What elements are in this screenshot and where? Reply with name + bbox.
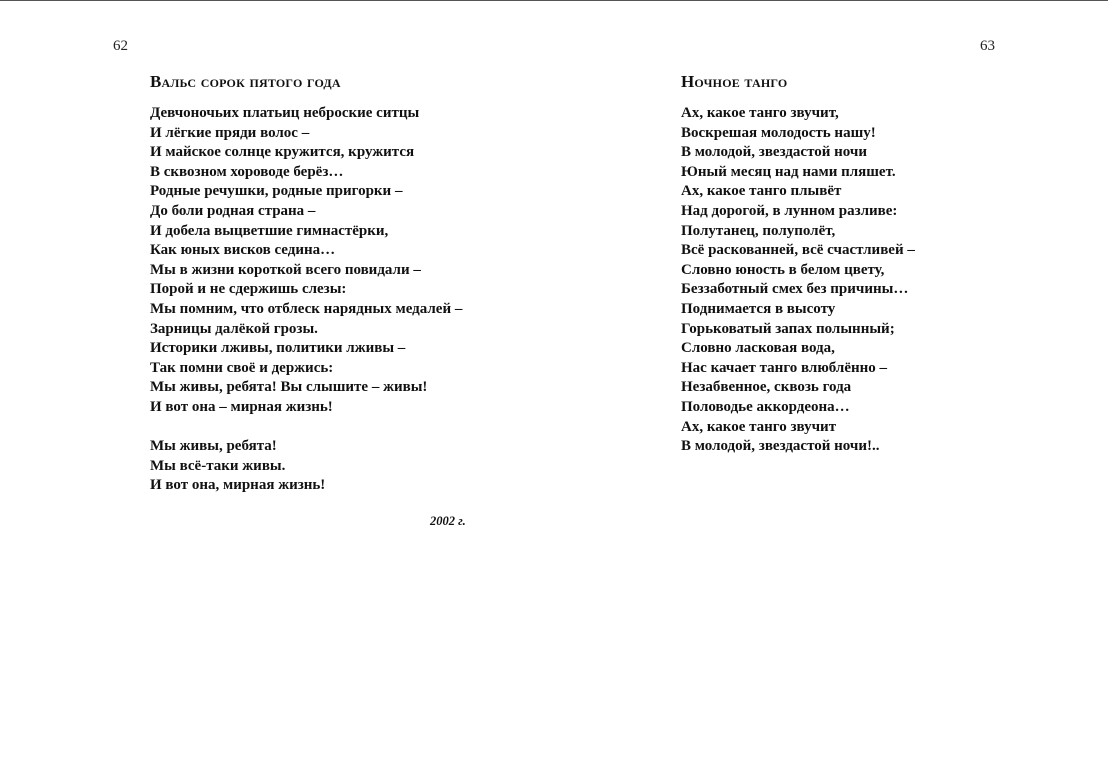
stanza [681,104,1041,457]
poem-line: Всё раскованней, всё счастливей – [681,242,915,259]
poem-title-tango: Ночное танго [681,72,788,91]
poem-line: Порой и не сдержишь слезы: [150,281,347,298]
poem-line: Юный месяц над нами пляшет. [681,163,896,180]
poem-date: 2002 г. [430,514,466,528]
poem-line: И майское солнце кружится, кружится [150,144,415,161]
poem-line: Словно ласковая вода, [681,340,835,357]
poem-line: Воскрешая молодость нашу! [681,124,876,141]
poem-line: Родные речушки, родные пригорки – [150,183,403,200]
poem-line: И вот она, мирная жизнь! [150,477,326,494]
poem-line: Ах, какое танго звучит, [681,105,839,121]
page-number-right: 63 [980,38,995,54]
poem-line: И вот она – мирная жизнь! [150,398,333,415]
poem-line: Историки лживы, политики лживы – [150,340,406,357]
poem-line: Зарницы далёкой грозы. [150,320,318,337]
poem-line: Ах, какое танго звучит [681,418,837,435]
poem-line: Горьковатый запах полынный; [681,320,895,337]
poem-line: Мы живы, ребята! [150,438,277,455]
poem-line: Беззаботный смех без причины… [681,281,909,298]
poem-line: Половодье аккордеона… [681,398,850,415]
top-border-line [0,0,1108,1]
poem-line: Над дорогой, в лунном разливе: [681,202,898,219]
poem-line: Как юных висков седина… [150,242,336,259]
poem-line: Словно юность в белом цвету, [681,261,885,278]
poem-line: Так помни своё и держись: [150,359,334,376]
poem-line: В молодой, звездастой ночи!.. [681,438,880,455]
stanza [150,437,550,496]
poem-line: Незабвенное, сквозь года [681,379,852,396]
poem-line: В молодой, звездастой ночи [681,144,867,161]
poem-line: Полутанец, полуполёт, [681,222,836,239]
poem-line: Девчоночьих платьиц неброские ситцы [150,105,420,121]
poem-line: Мы живы, ребята! Вы слышите – живы! [150,379,428,396]
stanza [150,104,550,418]
poem-line: В сквозном хороводе берёз… [150,163,344,180]
poem-line: До боли родная страна – [150,202,316,219]
poem-line: Мы помним, что отблеск нарядных медалей – [150,300,463,317]
poem-line: Мы всё-таки живы. [150,457,286,474]
page-number-left: 62 [113,38,128,54]
poem-line: Нас качает танго влюблённо – [681,359,888,376]
poem-line: И добела выцветшие гимнастёрки, [150,222,389,239]
poem-line: Поднимается в высоту [681,300,836,317]
poem-line: Мы в жизни короткой всего повидали – [150,261,421,278]
poem-line: И лёгкие пряди волос – [150,124,310,141]
poem-title-waltz: Вальс сорок пятого года [150,72,341,91]
poem-right [681,72,1041,457]
poem-line: Ах, какое танго плывёт [681,183,842,200]
poem-left [150,72,550,496]
